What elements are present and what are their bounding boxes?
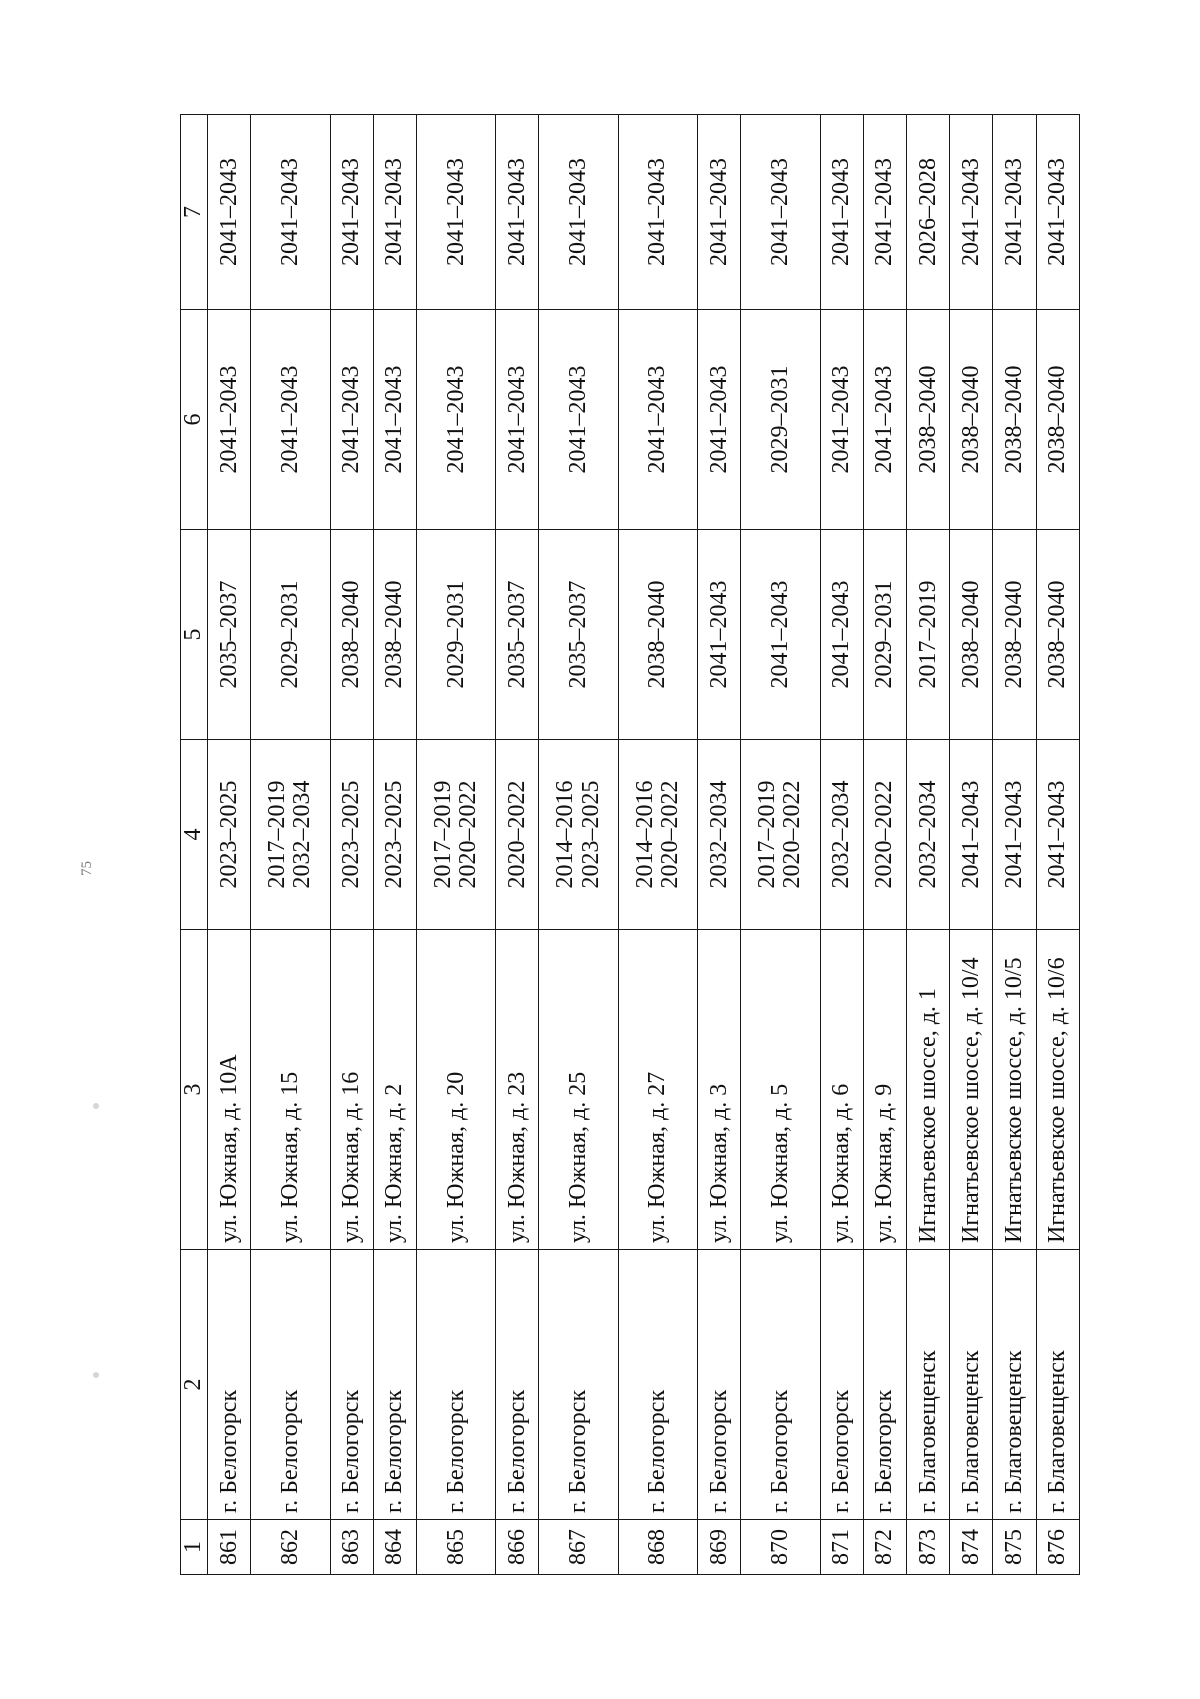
period-line: 2020–2022 [779, 780, 806, 889]
row-number-cell: 868 [618, 1520, 697, 1575]
period-7-cell: 2041–2043 [820, 115, 863, 310]
table-row [698, 115, 741, 1575]
row-number-cell: 875 [993, 1520, 1036, 1575]
row-number-cell: 867 [539, 1520, 618, 1575]
row-number-cell: 872 [863, 1520, 906, 1575]
address-cell: ул. Южная, д. 5 [741, 930, 820, 1250]
period-6-cell: 2041–2043 [373, 310, 416, 530]
period-7-cell: 2041–2043 [741, 115, 820, 310]
period-4-cell [496, 740, 539, 930]
period-7-cell: 2041–2043 [863, 115, 906, 310]
row-number-cell: 876 [1036, 1520, 1079, 1575]
period-6-cell: 2029–2031 [741, 310, 820, 530]
period-4-cell [741, 740, 820, 930]
table-row [950, 115, 993, 1575]
row-number-cell: 861 [208, 1520, 251, 1575]
period-line: 2014–2016 [552, 780, 579, 889]
header-cell: 7 [181, 115, 208, 310]
period-5-cell: 2038–2040 [373, 530, 416, 740]
period-line: 2041–2043 [1044, 780, 1071, 889]
table-row [820, 115, 863, 1575]
period-line: 2032–2034 [705, 780, 732, 889]
city-cell: г. Белогорск [618, 1250, 697, 1520]
address-cell: ул. Южная, д. 20 [416, 930, 495, 1250]
period-line: 2041–2043 [957, 780, 984, 889]
city-cell: г. Белогорск [416, 1250, 495, 1520]
period-5-cell: 2041–2043 [741, 530, 820, 740]
address-cell: ул. Южная, д. 3 [698, 930, 741, 1250]
header-cell: 2 [181, 1250, 208, 1520]
header-row [181, 115, 208, 1575]
table-body [208, 115, 1080, 1575]
row-number-cell: 871 [820, 1520, 863, 1575]
period-6-cell: 2041–2043 [496, 310, 539, 530]
period-5-cell: 2038–2040 [618, 530, 697, 740]
city-cell: г. Белогорск [820, 1250, 863, 1520]
city-cell: г. Благовещенск [907, 1250, 950, 1520]
header-cell: 5 [181, 530, 208, 740]
row-number-cell: 863 [330, 1520, 373, 1575]
period-line: 2020–2022 [656, 780, 683, 889]
period-4-cell [1036, 740, 1079, 930]
table-row [863, 115, 906, 1575]
row-number-cell: 866 [496, 1520, 539, 1575]
city-cell: г. Благовещенск [950, 1250, 993, 1520]
address-cell: ул. Южная, д. 23 [496, 930, 539, 1250]
period-4-cell [416, 740, 495, 930]
row-number-cell: 862 [251, 1520, 330, 1575]
period-6-cell: 2038–2040 [993, 310, 1036, 530]
row-number-cell: 873 [907, 1520, 950, 1575]
address-cell: ул. Южная, д. 2 [373, 930, 416, 1250]
table-row [993, 115, 1036, 1575]
period-6-cell: 2041–2043 [208, 310, 251, 530]
address-cell: ул. Южная, д. 25 [539, 930, 618, 1250]
period-line: 2032–2034 [289, 780, 316, 889]
period-4-cell [993, 740, 1036, 930]
period-line: 2017–2019 [264, 780, 291, 889]
period-5-cell: 2035–2037 [496, 530, 539, 740]
period-line: 2032–2034 [828, 780, 855, 889]
city-cell: г. Белогорск [863, 1250, 906, 1520]
period-4-cell [863, 740, 906, 930]
row-number-cell: 870 [741, 1520, 820, 1575]
city-cell: г. Белогорск [741, 1250, 820, 1520]
period-5-cell: 2038–2040 [330, 530, 373, 740]
page-number: 75 [79, 861, 95, 876]
period-6-cell: 2038–2040 [1036, 310, 1079, 530]
period-5-cell: 2038–2040 [993, 530, 1036, 740]
table-row [1036, 115, 1079, 1575]
address-cell: Игнатьевское шоссе, д. 10/4 [950, 930, 993, 1250]
period-5-cell: 2041–2043 [820, 530, 863, 740]
period-line: 2023–2025 [577, 780, 604, 889]
period-5-cell: 2017–2019 [907, 530, 950, 740]
table-row [618, 115, 697, 1575]
period-6-cell: 2041–2043 [820, 310, 863, 530]
period-7-cell: 2026–2028 [907, 115, 950, 310]
city-cell: г. Белогорск [698, 1250, 741, 1520]
period-7-cell: 2041–2043 [1036, 115, 1079, 310]
period-4-cell [373, 740, 416, 930]
period-6-cell: 2041–2043 [330, 310, 373, 530]
period-line: 2023–2025 [215, 780, 242, 889]
period-6-cell: 2041–2043 [539, 310, 618, 530]
period-line: 2020–2022 [455, 780, 482, 889]
header-cell: 4 [181, 740, 208, 930]
period-4-cell [950, 740, 993, 930]
period-5-cell: 2029–2031 [416, 530, 495, 740]
table-row [330, 115, 373, 1575]
period-7-cell: 2041–2043 [618, 115, 697, 310]
city-cell: г. Благовещенск [1036, 1250, 1079, 1520]
address-cell: ул. Южная, д. 15 [251, 930, 330, 1250]
header-cell: 6 [181, 310, 208, 530]
address-cell: ул. Южная, д. 10А [208, 930, 251, 1250]
period-7-cell: 2041–2043 [251, 115, 330, 310]
period-line: 2023–2025 [381, 780, 408, 889]
address-cell: ул. Южная, д. 16 [330, 930, 373, 1250]
period-line: 2032–2034 [914, 780, 941, 889]
period-4-cell [618, 740, 697, 930]
period-4-cell [820, 740, 863, 930]
period-6-cell: 2038–2040 [907, 310, 950, 530]
period-5-cell: 2038–2040 [1036, 530, 1079, 740]
period-5-cell: 2035–2037 [539, 530, 618, 740]
period-6-cell: 2041–2043 [251, 310, 330, 530]
period-7-cell: 2041–2043 [539, 115, 618, 310]
period-7-cell: 2041–2043 [330, 115, 373, 310]
period-line: 2041–2043 [1000, 780, 1027, 889]
table-row [496, 115, 539, 1575]
period-6-cell: 2041–2043 [416, 310, 495, 530]
table-row [251, 115, 330, 1575]
table-row [416, 115, 495, 1575]
period-7-cell: 2041–2043 [208, 115, 251, 310]
period-6-cell: 2041–2043 [863, 310, 906, 530]
city-cell: г. Благовещенск [993, 1250, 1036, 1520]
header-cell: 3 [181, 930, 208, 1250]
address-cell: Игнатьевское шоссе, д. 10/6 [1036, 930, 1079, 1250]
schedule-table [180, 114, 1080, 1575]
city-cell: г. Белогорск [330, 1250, 373, 1520]
rotated-table-container [180, 115, 1080, 1575]
row-number-cell: 869 [698, 1520, 741, 1575]
period-4-cell [330, 740, 373, 930]
address-cell: ул. Южная, д. 27 [618, 930, 697, 1250]
city-cell: г. Белогорск [208, 1250, 251, 1520]
period-5-cell: 2029–2031 [251, 530, 330, 740]
scan-speck [93, 1372, 99, 1378]
period-6-cell: 2038–2040 [950, 310, 993, 530]
period-line: 2020–2022 [871, 780, 898, 889]
table-row [539, 115, 618, 1575]
address-cell: Игнатьевское шоссе, д. 10/5 [993, 930, 1036, 1250]
period-6-cell: 2041–2043 [618, 310, 697, 530]
address-cell: ул. Южная, д. 9 [863, 930, 906, 1250]
period-6-cell: 2041–2043 [698, 310, 741, 530]
header-cell: 1 [181, 1520, 208, 1575]
table-row [373, 115, 416, 1575]
period-7-cell: 2041–2043 [373, 115, 416, 310]
scan-speck [93, 1103, 99, 1109]
period-5-cell: 2041–2043 [698, 530, 741, 740]
table-row [741, 115, 820, 1575]
period-4-cell [539, 740, 618, 930]
address-cell: ул. Южная, д. 6 [820, 930, 863, 1250]
city-cell: г. Белогорск [373, 1250, 416, 1520]
period-5-cell: 2038–2040 [950, 530, 993, 740]
period-7-cell: 2041–2043 [950, 115, 993, 310]
period-5-cell: 2035–2037 [208, 530, 251, 740]
table-row [907, 115, 950, 1575]
city-cell: г. Белогорск [251, 1250, 330, 1520]
period-7-cell: 2041–2043 [416, 115, 495, 310]
row-number-cell: 864 [373, 1520, 416, 1575]
period-line: 2014–2016 [631, 780, 658, 889]
period-4-cell [208, 740, 251, 930]
period-line: 2020–2022 [503, 780, 530, 889]
row-number-cell: 874 [950, 1520, 993, 1575]
period-4-cell [907, 740, 950, 930]
period-4-cell [698, 740, 741, 930]
table-row [208, 115, 251, 1575]
city-cell: г. Белогорск [496, 1250, 539, 1520]
city-cell: г. Белогорск [539, 1250, 618, 1520]
period-line: 2017–2019 [429, 780, 456, 889]
period-7-cell: 2041–2043 [496, 115, 539, 310]
period-4-cell [251, 740, 330, 930]
row-number-cell: 865 [416, 1520, 495, 1575]
period-line: 2017–2019 [754, 780, 781, 889]
period-7-cell: 2041–2043 [993, 115, 1036, 310]
period-5-cell: 2029–2031 [863, 530, 906, 740]
period-line: 2023–2025 [338, 780, 365, 889]
address-cell: Игнатьевское шоссе, д. 1 [907, 930, 950, 1250]
period-7-cell: 2041–2043 [698, 115, 741, 310]
